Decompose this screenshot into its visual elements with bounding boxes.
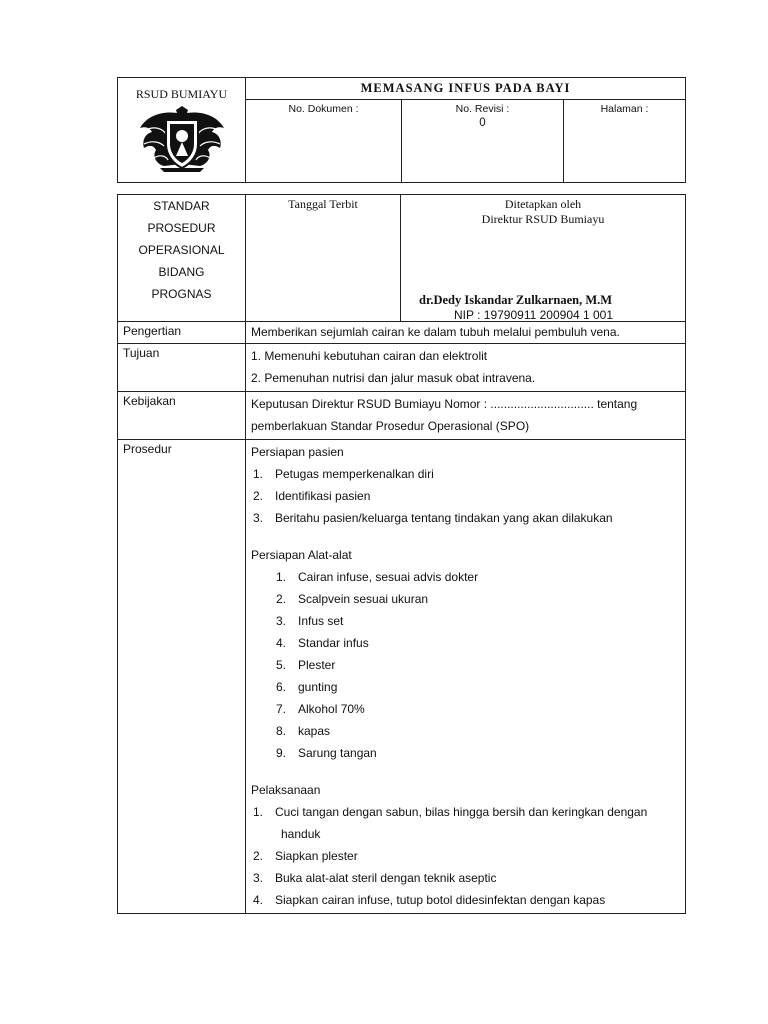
signer-nip: NIP : 19790911 200904 1 001 — [454, 308, 614, 322]
page-number-cell — [564, 100, 686, 183]
sop-label-line: PROGNAS — [151, 287, 212, 301]
sop-label-line: OPERASIONAL — [138, 243, 225, 257]
document-header-table — [117, 77, 686, 183]
hospital-name: RSUD BUMIAYU — [135, 87, 228, 101]
document-title: MEMASANG INFUS PADA BAYI — [246, 78, 686, 100]
approval-cell — [401, 195, 686, 322]
sop-table — [117, 194, 686, 914]
equipment-prep-title: Persiapan Alat-alat — [251, 548, 352, 562]
list-item: 1. Petugas memperkenalkan diri — [253, 467, 434, 481]
page-number-label: Halaman : — [600, 103, 649, 115]
list-item: 6. gunting — [276, 680, 338, 694]
sop-label-line: BIDANG — [158, 265, 205, 279]
list-item: 4. Standar infus — [276, 636, 369, 650]
hospital-cell — [118, 78, 246, 183]
sop-label-line: STANDAR — [153, 199, 210, 213]
revision-label: No. Revisi : — [455, 103, 510, 115]
list-item: 2. Siapkan plester — [253, 849, 358, 863]
list-item: 2. Identifikasi pasien — [253, 489, 371, 503]
purpose-label: Tujuan — [118, 344, 246, 392]
list-item: 7. Alkohol 70% — [276, 702, 365, 716]
policy-cell — [246, 392, 686, 440]
sop-label-line: PROSEDUR — [147, 221, 216, 235]
implementation-title: Pelaksanaan — [251, 783, 321, 797]
procedure-label: Prosedur — [118, 440, 246, 914]
sop-label-cell — [118, 195, 246, 322]
list-item: 9. Sarung tangan — [276, 746, 377, 760]
issue-date-cell — [246, 195, 401, 322]
list-item: 1. Cuci tangan dengan sabun, bilas hingga bersih dan keringkan dengan — [253, 805, 648, 819]
purpose-cell — [246, 344, 686, 392]
list-item: 1. Cairan infuse, sesuai advis dokter — [276, 570, 479, 584]
list-item: 4. Siapkan cairan infuse, tutup botol didesinfektan dengan kapas — [253, 893, 606, 907]
hospital-emblem-icon — [136, 106, 228, 172]
policy-label: Kebijakan — [118, 392, 246, 440]
list-item: 3. Beritahu pasien/keluarga tentang tindakan yang akan dilakukan — [253, 511, 613, 525]
policy-line: pemberlakuan Standar Prosedur Operasional (SPO) — [251, 419, 530, 433]
purpose-item: 2. Pemenuhan nutrisi dan jalur masuk obat intravena. — [251, 371, 536, 385]
purpose-item: 1. Memenuhi kebutuhan cairan dan elektrolit — [251, 349, 488, 363]
list-item: 2. Scalpvein sesuai ukuran — [276, 592, 429, 606]
document-number-label: No. Dokumen : — [288, 103, 359, 115]
revision-value: 0 — [479, 117, 486, 129]
definition-text: Memberikan sejumlah cairan ke dalam tubuh melalui pembuluh vena. — [246, 322, 686, 344]
approved-by-label: Ditetapkan oleh — [504, 197, 582, 211]
list-item: 3. Infus set — [276, 614, 344, 628]
definition-label: Pengertian — [118, 322, 246, 344]
signer-name: dr.Dedy Iskandar Zulkarnaen, M.M — [419, 293, 613, 307]
patient-prep-title: Persiapan pasien — [251, 445, 344, 459]
list-item: 5. Plester — [276, 658, 336, 672]
policy-line: Keputusan Direktur RSUD Bumiayu Nomor : ............................... tentang — [251, 397, 638, 411]
revision-cell — [402, 100, 564, 183]
document-number-cell — [246, 100, 402, 183]
list-item: 3. Buka alat-alat steril dengan teknik aseptic — [253, 871, 497, 885]
procedure-cell — [246, 440, 686, 914]
list-item: 8. kapas — [276, 724, 331, 738]
issue-date-label: Tanggal Terbit — [288, 197, 358, 211]
list-item-continuation: handuk — [281, 827, 321, 841]
approver-position: Direktur RSUD Bumiayu — [481, 212, 605, 226]
